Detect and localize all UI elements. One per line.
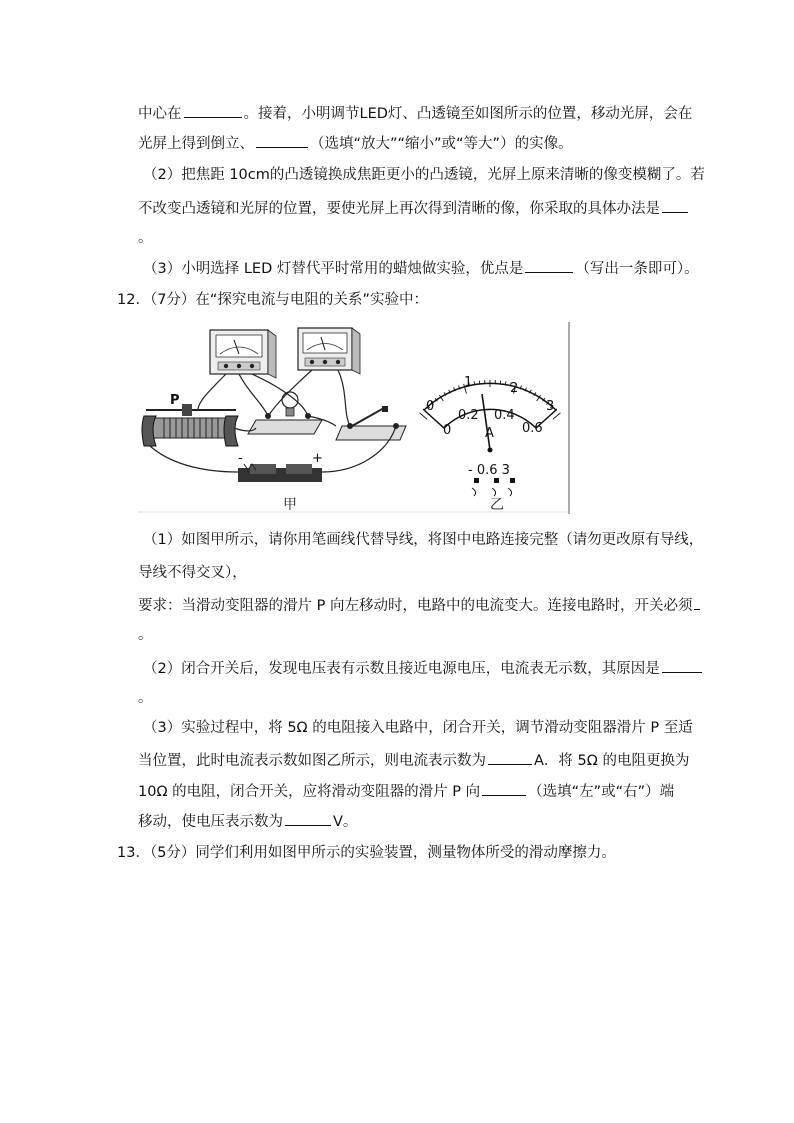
dial-bottom-02: 0.2	[458, 408, 479, 423]
text: （2）闭合开关后，发现电压表有示数且接近电源电压，电流表无示数，其原因是	[143, 661, 660, 677]
dial-bottom-0: 0	[443, 423, 452, 438]
q12-title: 12．（7分）在“探究电流与电阻的关系”实验中：	[117, 292, 428, 308]
dial-top-1: 1	[464, 375, 473, 390]
q12-part2-line-2: 。	[138, 690, 153, 706]
q11-part2-line-1: （2）把焦距 10cm的凸透镜换成焦距更小的凸透镜，光屏上原来清晰的像变模糊了。若	[143, 167, 705, 183]
ammeter-dial	[420, 380, 561, 453]
answer-blank[interactable]	[694, 595, 700, 610]
text: 当位置，此时电流表示数如图乙所示，则电流表示数为	[138, 753, 486, 769]
q12-part2-line-1	[143, 658, 704, 679]
dial-top-0: 0	[426, 399, 435, 414]
q11-part2-line-3: 。	[138, 230, 153, 246]
q11-part2-line-2	[138, 198, 690, 219]
text: 移动，使电压表示数为	[138, 814, 283, 830]
q12-part3-line-3	[138, 781, 674, 802]
q12-part1-line-2: 导线不得交叉），	[138, 565, 247, 581]
lamp-icon	[248, 392, 322, 434]
q11-part3-line	[143, 258, 699, 279]
text: （写出一条即可）。	[575, 261, 699, 277]
q12-part3-line-4	[138, 811, 357, 832]
text: 要求：当滑动变阻器的滑片 P 向左移动时，电路中的电流变大。连接电路时，开关必须	[138, 598, 693, 614]
answer-blank[interactable]	[662, 198, 688, 213]
text: 光屏上得到倒立、	[138, 136, 254, 152]
dial-terminals: - 0.6 3	[468, 463, 510, 478]
q12-part3-line-1: （3）实验过程中，将 5Ω 的电阻接入电路中，闭合开关，调节滑动变阻器滑片 P 至适	[143, 720, 693, 736]
text: A．将 5Ω 的电阻更换为	[534, 753, 690, 769]
battery-minus-label: -	[238, 451, 243, 466]
dial-top-2: 2	[510, 381, 519, 396]
slider-p-label: P	[170, 393, 180, 408]
figure-label-yi: 乙	[490, 497, 504, 513]
dial-top-3: 3	[546, 399, 555, 414]
q12-part3-line-2	[138, 750, 689, 771]
answer-blank[interactable]	[482, 781, 526, 796]
text: 中心在	[138, 106, 182, 122]
text: 。接着，小明调节LED灯、凸透镜至如图所示的位置，移动光屏，会在	[243, 106, 693, 122]
answer-blank[interactable]	[256, 133, 308, 148]
figure-label-jia: 甲	[283, 497, 297, 513]
answer-blank[interactable]	[184, 103, 242, 118]
text: V。	[333, 814, 358, 830]
text: （选填“放大”“缩小”或“等大”）的实像。	[310, 136, 573, 152]
battery-plus-label: +	[312, 451, 323, 466]
dial-bottom-06: 0.6	[522, 421, 543, 436]
answer-blank[interactable]	[525, 258, 573, 273]
battery-icon	[238, 464, 322, 482]
answer-blank[interactable]	[285, 811, 331, 826]
text: 不改变凸透镜和光屏的位置，要使光屏上再次得到清晰的像，你采取的具体办法是	[138, 201, 660, 217]
text: （选填“左”或“右”）端	[528, 784, 675, 800]
dial-bottom-04: 0.4	[494, 408, 515, 423]
rheostat-icon	[142, 404, 238, 446]
q12-part1-line-1: （1）如图甲所示，请你用笔画线代替导线，将图中电路连接完整（请勿更改原有导线，	[143, 532, 704, 548]
ammeter-icon	[298, 328, 360, 374]
circuit-diagram	[138, 322, 570, 514]
q11-line-2	[138, 133, 573, 154]
dial-unit: A	[485, 426, 494, 441]
q11-line-1	[138, 103, 692, 124]
text: 10Ω 的电阻，闭合开关，应将滑动变阻器的滑片 P 向	[138, 784, 481, 800]
q13-title: 13．（5分）同学们利用如图甲所示的实验装置，测量物体所受的滑动摩擦力。	[117, 845, 616, 861]
text: （3）小明选择 LED 灯替代平时常用的蜡烛做实验，优点是	[143, 261, 524, 277]
voltmeter-icon	[210, 330, 276, 378]
circuit-figure	[138, 322, 570, 514]
answer-blank[interactable]	[488, 750, 532, 765]
answer-blank[interactable]	[662, 658, 702, 673]
q12-part1-line-4: 。	[138, 627, 153, 643]
q12-part1-line-3	[138, 595, 702, 616]
